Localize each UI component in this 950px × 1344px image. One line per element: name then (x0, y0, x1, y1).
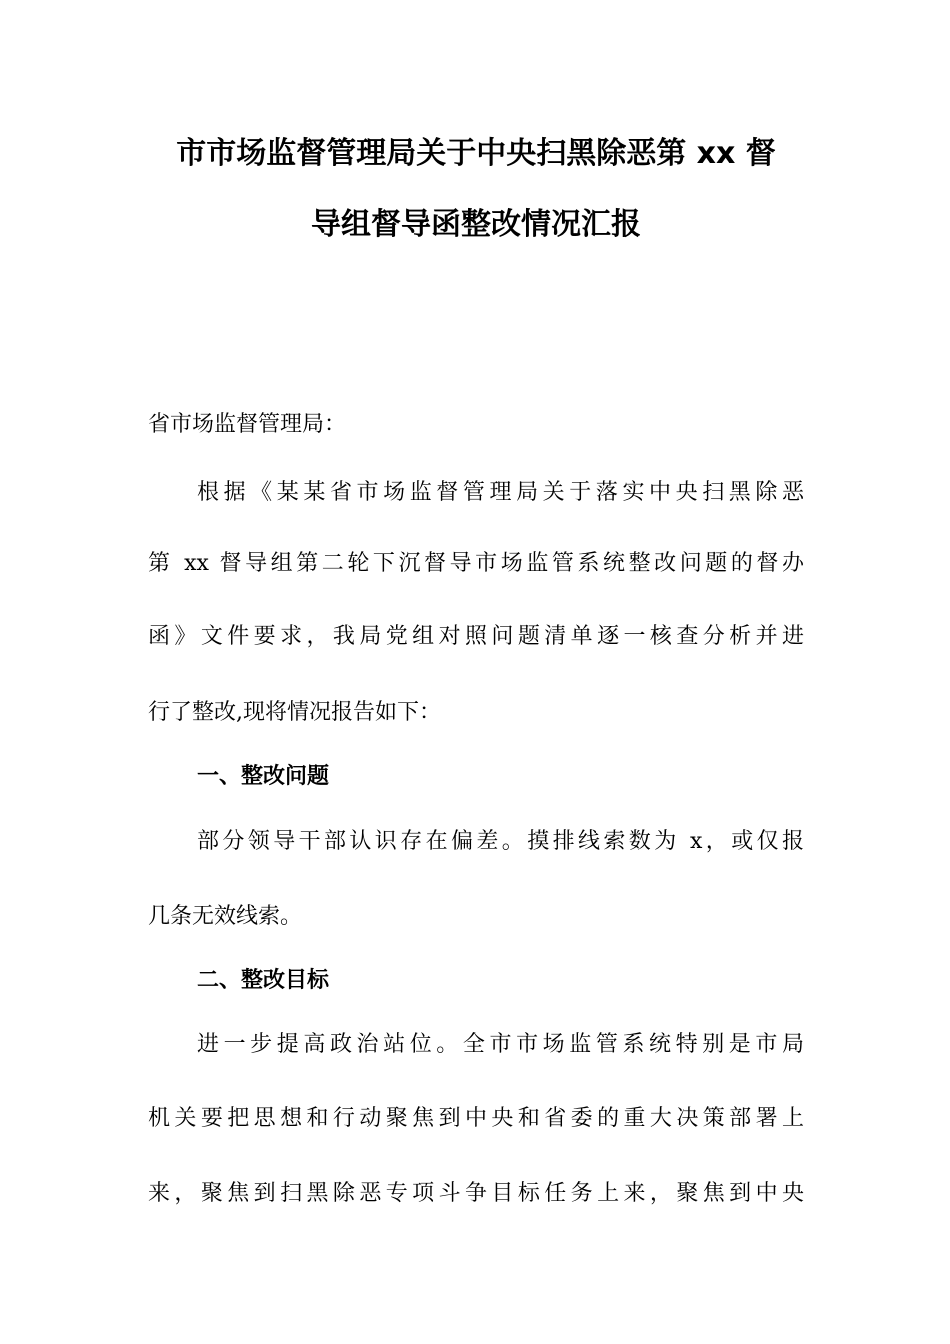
salutation: 省市场监督管理局： (148, 412, 347, 437)
document-title-line-2: 导组督导函整改情况汇报 (311, 207, 641, 242)
intro-line-3: 函》文件要求，我局党组对照问题清单逐一核查分析并进 (148, 624, 804, 649)
section-2-line-1: 进一步提高政治站位。全市市场监管系统特别是市局 (197, 1032, 804, 1057)
section-1-line-1: 部分领导干部认识存在偏差。摸排线索数为 x，或仅报 (197, 829, 804, 854)
section-1-line-2: 几条无效线索。 (148, 904, 303, 929)
section-2-heading: 二、整改目标 (197, 968, 330, 993)
intro-line-1: 根据《某某省市场监督管理局关于落实中央扫黑除恶 (197, 480, 804, 505)
intro-line-2: 第 xx 督导组第二轮下沉督导市场监管系统整改问题的督办 (148, 551, 804, 576)
intro-line-4: 行了整改,现将情况报告如下： (148, 700, 441, 725)
section-1-heading: 一、整改问题 (197, 764, 330, 789)
document-title-line-1: 市市场监督管理局关于中央扫黑除恶第 xx 督 (176, 136, 776, 171)
section-2-line-3: 来，聚焦到扫黑除恶专项斗争目标任务上来，聚焦到中央 (148, 1181, 804, 1206)
section-2-line-2: 机关要把思想和行动聚焦到中央和省委的重大决策部署上 (148, 1106, 804, 1131)
